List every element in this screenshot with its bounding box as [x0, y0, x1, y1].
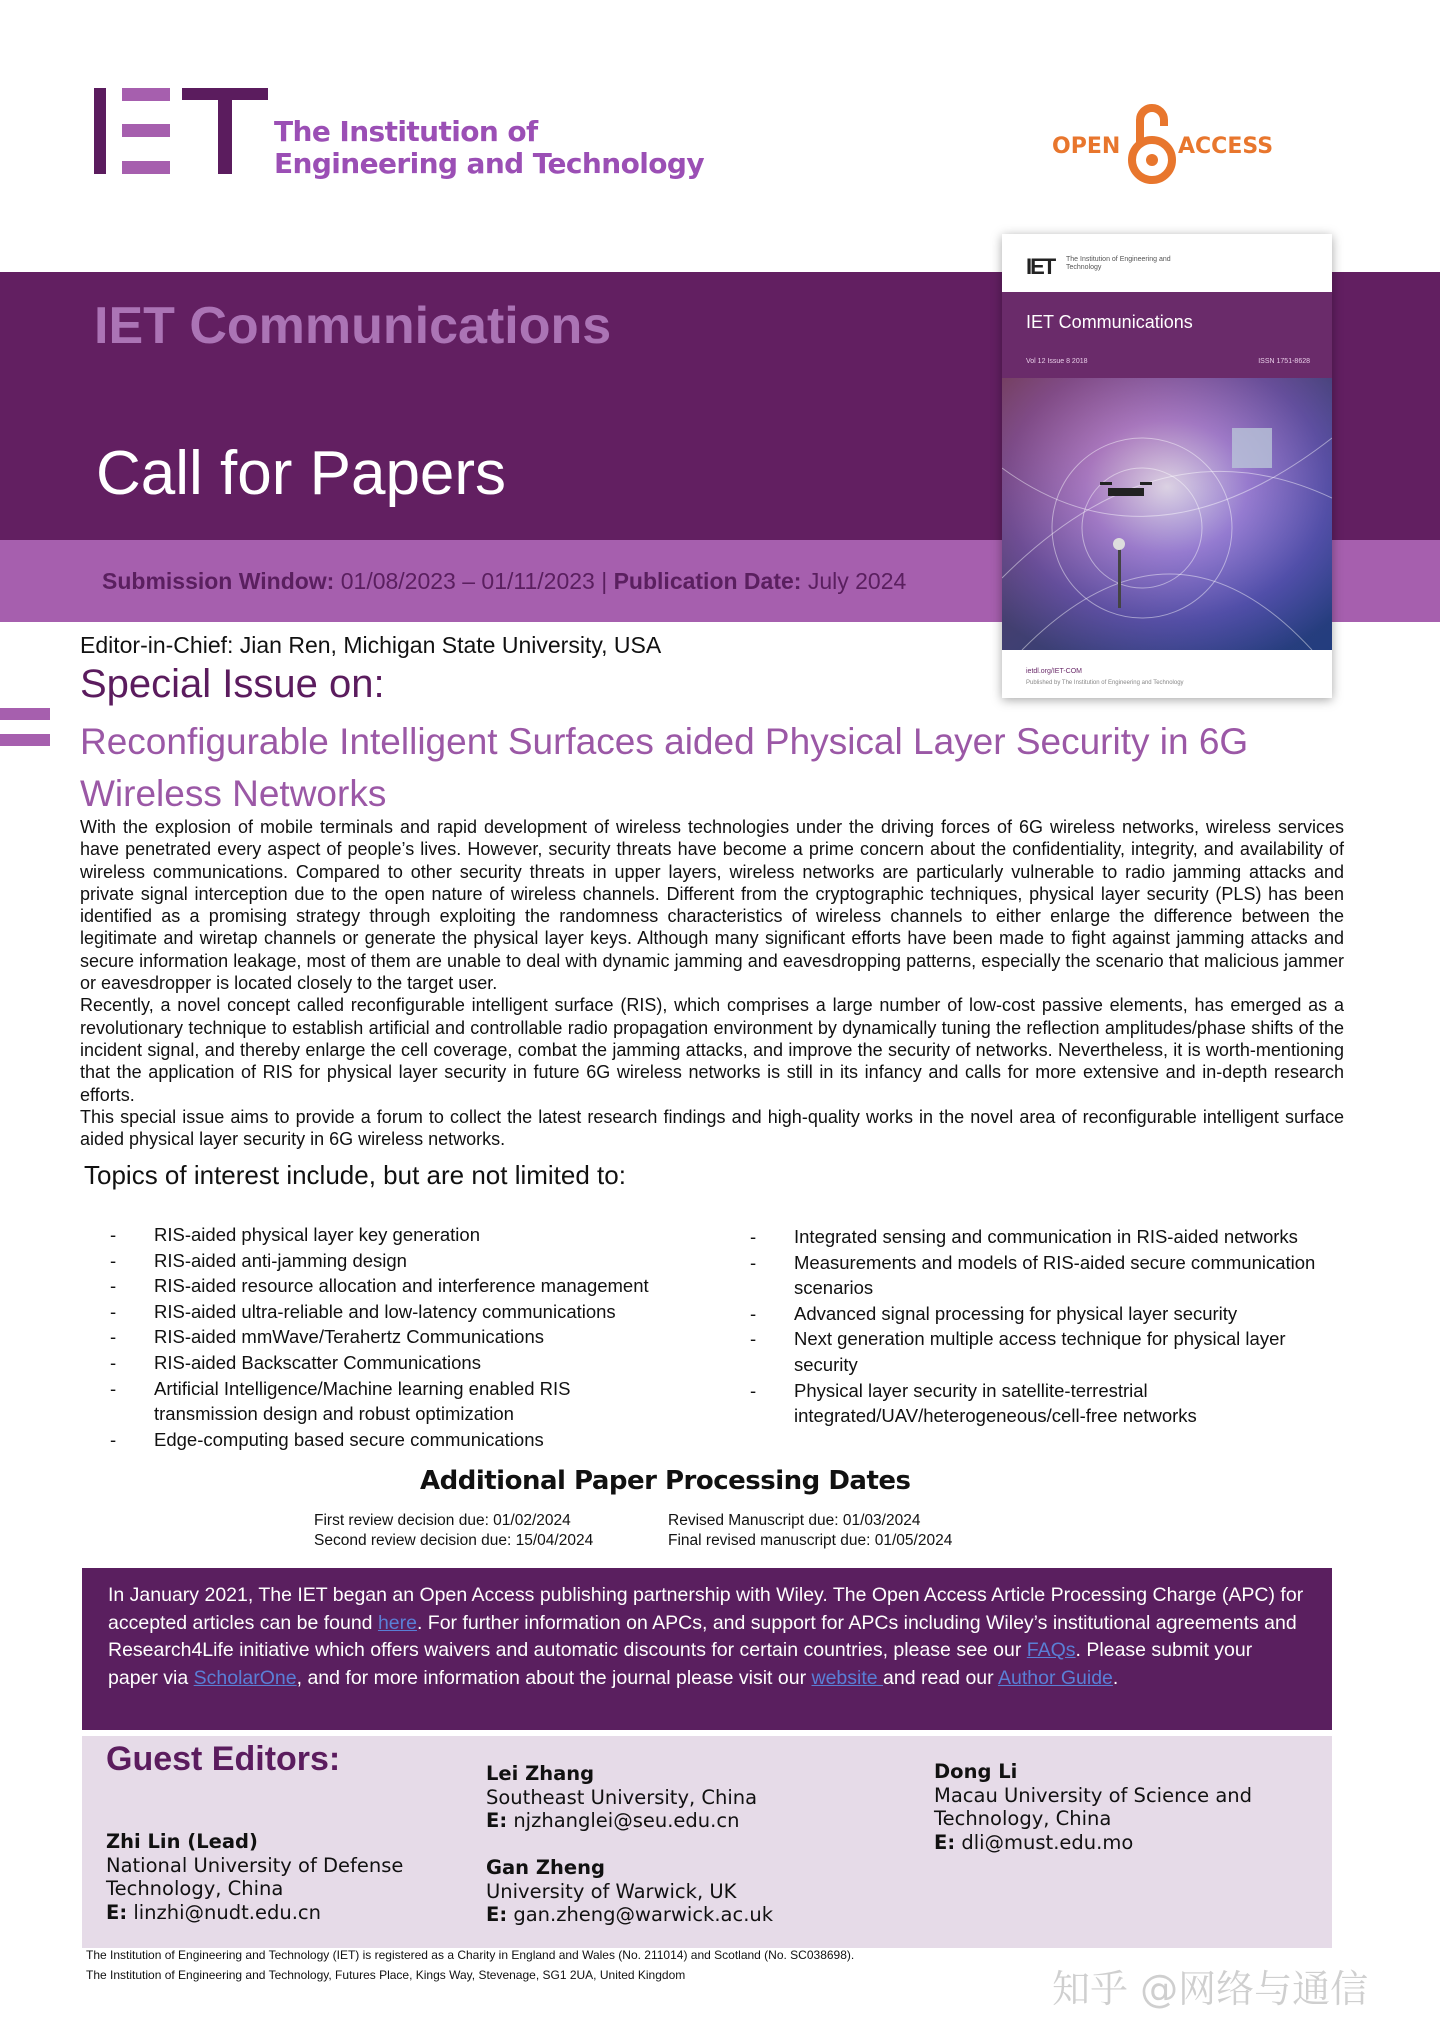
- cover-institution: The Institution of Engineering and Technology: [1066, 256, 1171, 271]
- final-revised-date: Final revised manuscript due: 01/05/2024: [668, 1532, 953, 1549]
- topic-item: - Advanced signal processing for physical layer security: [750, 1301, 1370, 1327]
- website-link[interactable]: website: [811, 1666, 884, 1689]
- topics-list-right: [750, 1224, 1370, 1429]
- cover-artwork-image: [1002, 378, 1332, 650]
- second-review-date: Second review decision due: 15/04/2024: [314, 1532, 594, 1549]
- cover-title: IET Communications: [1026, 312, 1193, 332]
- scholarone-link[interactable]: ScholarOne: [193, 1666, 297, 1689]
- open-access-open-text: OPEN: [1052, 134, 1121, 159]
- topic-item: - Next generation multiple access technique for physical layer security: [750, 1326, 1354, 1377]
- editor-affiliation: Macau University of Science and: [934, 1783, 1253, 1807]
- cover-publisher: Published by The Institution of Engineering and Technology: [1026, 680, 1184, 686]
- open-access-info-box: [82, 1568, 1332, 1730]
- topic-item: - RIS-aided ultra-reliable and low-latency communications: [110, 1299, 710, 1325]
- open-lock-icon: [1126, 102, 1178, 184]
- institution-line1: The Institution of: [274, 115, 538, 148]
- email-address: njzhanglei@seu.edu.cn: [507, 1809, 740, 1832]
- topics-heading: Topics of interest include, but are not limited to:: [84, 1160, 626, 1190]
- institution-line2: Engineering and Technology: [274, 147, 704, 180]
- editor-name: Gan Zheng: [486, 1856, 605, 1879]
- editor-name: Zhi Lin (Lead): [106, 1830, 258, 1853]
- cover-url: ietdl.org/IET-COM: [1026, 668, 1083, 675]
- email-label: E:: [486, 1903, 508, 1926]
- editor-in-chief: Editor-in-Chief: Jian Ren, Michigan State University, USA: [80, 632, 662, 658]
- email-address: dli@must.edu.mo: [955, 1830, 1134, 1854]
- topic-item: - Edge-computing based secure communications: [110, 1427, 710, 1453]
- oa-text: and read our: [883, 1666, 998, 1689]
- email-address: linzhi@nudt.edu.cn: [127, 1900, 321, 1924]
- oa-text: In January 2021, The IET began an Open Access publishing partnership with Wiley. The Open Access Article Processing Charge (APC) for accepted articles can be found: [108, 1584, 1304, 1634]
- guest-editor-card: [934, 1760, 1252, 1854]
- editor-email: [486, 1809, 757, 1833]
- revised-manuscript-date: Revised Manuscript due: 01/03/2024: [668, 1512, 921, 1529]
- editor-name: Lei Zhang: [486, 1762, 595, 1785]
- journal-title: IET Communications: [94, 297, 612, 355]
- editor-email: [934, 1831, 1252, 1855]
- guest-editors-heading: Guest Editors:: [106, 1740, 341, 1778]
- email-address: gan.zheng@warwick.ac.uk: [507, 1903, 774, 1926]
- description-paragraph-2: Recently, a novel concept called reconfigurable intelligent surface (RIS), which comprises a large number of low-cost passive elements, has emerged as a revolutionary technique to establish artificial and controllable radio propagation environment by dynamically tuning the reflection amplitudes/phase shifts of the incident signal, and thereby enlarge the cell coverage, combat the jamming attacks, and improve the security of networks. Nevertheless, it is worth-mentioning that the application of RIS for physical layer security in future 6G wireless networks is still in its infancy and calls for more extensive and in-depth research efforts.: [80, 995, 1344, 1105]
- first-review-date: First review decision due: 01/02/2024: [314, 1512, 571, 1529]
- guest-editor-card: [106, 1830, 403, 1924]
- submission-label: Submission Window:: [102, 568, 335, 594]
- author-guide-link[interactable]: Author Guide: [997, 1666, 1113, 1689]
- editor-name: Dong Li: [934, 1760, 1018, 1783]
- topic-item: - Physical layer security in satellite-terrestrial integrated/UAV/heterogeneous/cell-free networks: [750, 1378, 1370, 1429]
- editor-email: [106, 1901, 403, 1925]
- oa-text: . Please submit your paper via: [108, 1639, 1253, 1689]
- topic-item: - RIS-aided mmWave/Terahertz Communications: [110, 1324, 710, 1350]
- email-label: E:: [486, 1809, 508, 1832]
- editor-affiliation: National University of Defense: [106, 1853, 404, 1877]
- issue-description: [80, 816, 1344, 1150]
- cover-header: [1002, 234, 1332, 292]
- description-paragraph-1: With the explosion of mobile terminals and rapid development of wireless technologies under the driving forces of 6G wireless networks, wireless services have penetrated every aspect of people’s lives. However, security threats have become a prime concern about the confidentiality, integrity, and availability of wireless communications. Compared to other security threats in upper layers, wireless networks are particularly vulnerable to radio jamming attacks and private signal interception due to the open nature of wireless channels. Different from the cryptographic techniques, physical layer security (PLS) has been identified as a promising strategy through exploiting the randomness characteristics of wireless channels to either enlarge the difference between the legitimate and wiretap channels or generate the physical layer keys. Although many significant efforts have been made to fight against jamming attacks and secure information leakage, most of them are unable to deal with dynamic jamming and eavesdropping patterns, especially the scenario that malicious jammer or eavesdropper is located closely to the target user.: [80, 817, 1344, 994]
- description-paragraph-3: This special issue aims to provide a forum to collect the latest research findings and high-quality works in the novel area of reconfigurable intelligent surface aided physical layer security in 6G wireless networks.: [80, 1106, 1344, 1150]
- publication-value: July 2024: [801, 568, 907, 594]
- guest-editor-card: [486, 1762, 757, 1833]
- open-access-logo: [1052, 98, 1272, 188]
- topics-list-left: [110, 1222, 710, 1452]
- separator: |: [601, 568, 614, 594]
- footer-address: The Institution of Engineering and Technology, Futures Place, Kings Way, Stevenage, SG1 2UA, United Kingdom: [86, 1968, 686, 1982]
- apc-here-link[interactable]: here: [377, 1611, 417, 1634]
- cover-logo: IET: [1026, 254, 1055, 279]
- topic-item: - RIS-aided anti-jamming design: [110, 1248, 710, 1274]
- publication-label: Publication Date:: [613, 568, 802, 594]
- cover-title-band: [1002, 292, 1332, 388]
- zhihu-watermark: 知乎 @网络与通信: [1052, 1967, 1369, 2011]
- open-access-access-text: ACCESS: [1178, 134, 1274, 159]
- cover-volume: Vol 12 Issue 8 2018: [1026, 358, 1088, 365]
- submission-dates: [102, 568, 906, 595]
- topic-item: - Integrated sensing and communication in RIS-aided networks: [750, 1224, 1370, 1250]
- call-for-papers-heading: Call for Papers: [96, 439, 507, 508]
- topic-item: - Measurements and models of RIS-aided secure communication scenarios: [750, 1250, 1370, 1301]
- editor-affiliation: University of Warwick, UK: [486, 1879, 737, 1903]
- cover-issn: ISSN 1751-8628: [1258, 358, 1310, 365]
- topic-item: - RIS-aided resource allocation and interference management: [110, 1273, 710, 1299]
- iet-side-mark-icon: [0, 708, 50, 750]
- editor-affiliation: Technology, China: [934, 1807, 1112, 1830]
- special-issue-title: Reconfigurable Intelligent Surfaces aided Physical Layer Security in 6G Wireless Networks: [80, 721, 1249, 814]
- editor-affiliation: Technology, China: [106, 1877, 284, 1900]
- editor-email: [486, 1903, 773, 1927]
- editor-affiliation: Southeast University, China: [486, 1785, 758, 1809]
- submission-value: 01/08/2023 – 01/11/2023: [334, 568, 602, 594]
- oa-text: .: [1112, 1666, 1119, 1689]
- oa-text: . For further information on APCs, and support for APCs including Wiley’s institutional agreements and Research4Life initiative which offers waivers and automatic discounts for certain countries, please see our: [108, 1611, 1297, 1661]
- guest-editor-card: [486, 1856, 773, 1927]
- oa-text: , and for more information about the journal please visit our: [296, 1666, 812, 1689]
- topic-item: - RIS-aided Backscatter Communications: [110, 1350, 710, 1376]
- faqs-link[interactable]: FAQs: [1026, 1639, 1076, 1661]
- email-label: E:: [934, 1830, 956, 1854]
- institution-name: [274, 116, 704, 180]
- email-label: E:: [106, 1900, 128, 1924]
- iet-logo: [94, 88, 268, 174]
- topic-item: - RIS-aided physical layer key generation: [110, 1222, 710, 1248]
- processing-dates-heading: Additional Paper Processing Dates: [420, 1466, 911, 1496]
- footer-charity-note: The Institution of Engineering and Technology (IET) is registered as a Charity in England and Wales (No. 211014) and Scotland (No. SC038698).: [86, 1948, 855, 1962]
- journal-cover: [1002, 234, 1332, 698]
- special-issue-label: Special Issue on:: [80, 662, 385, 706]
- topic-item: - Artificial Intelligence/Machine learning enabled RIS transmission design and robust optimization: [110, 1376, 674, 1427]
